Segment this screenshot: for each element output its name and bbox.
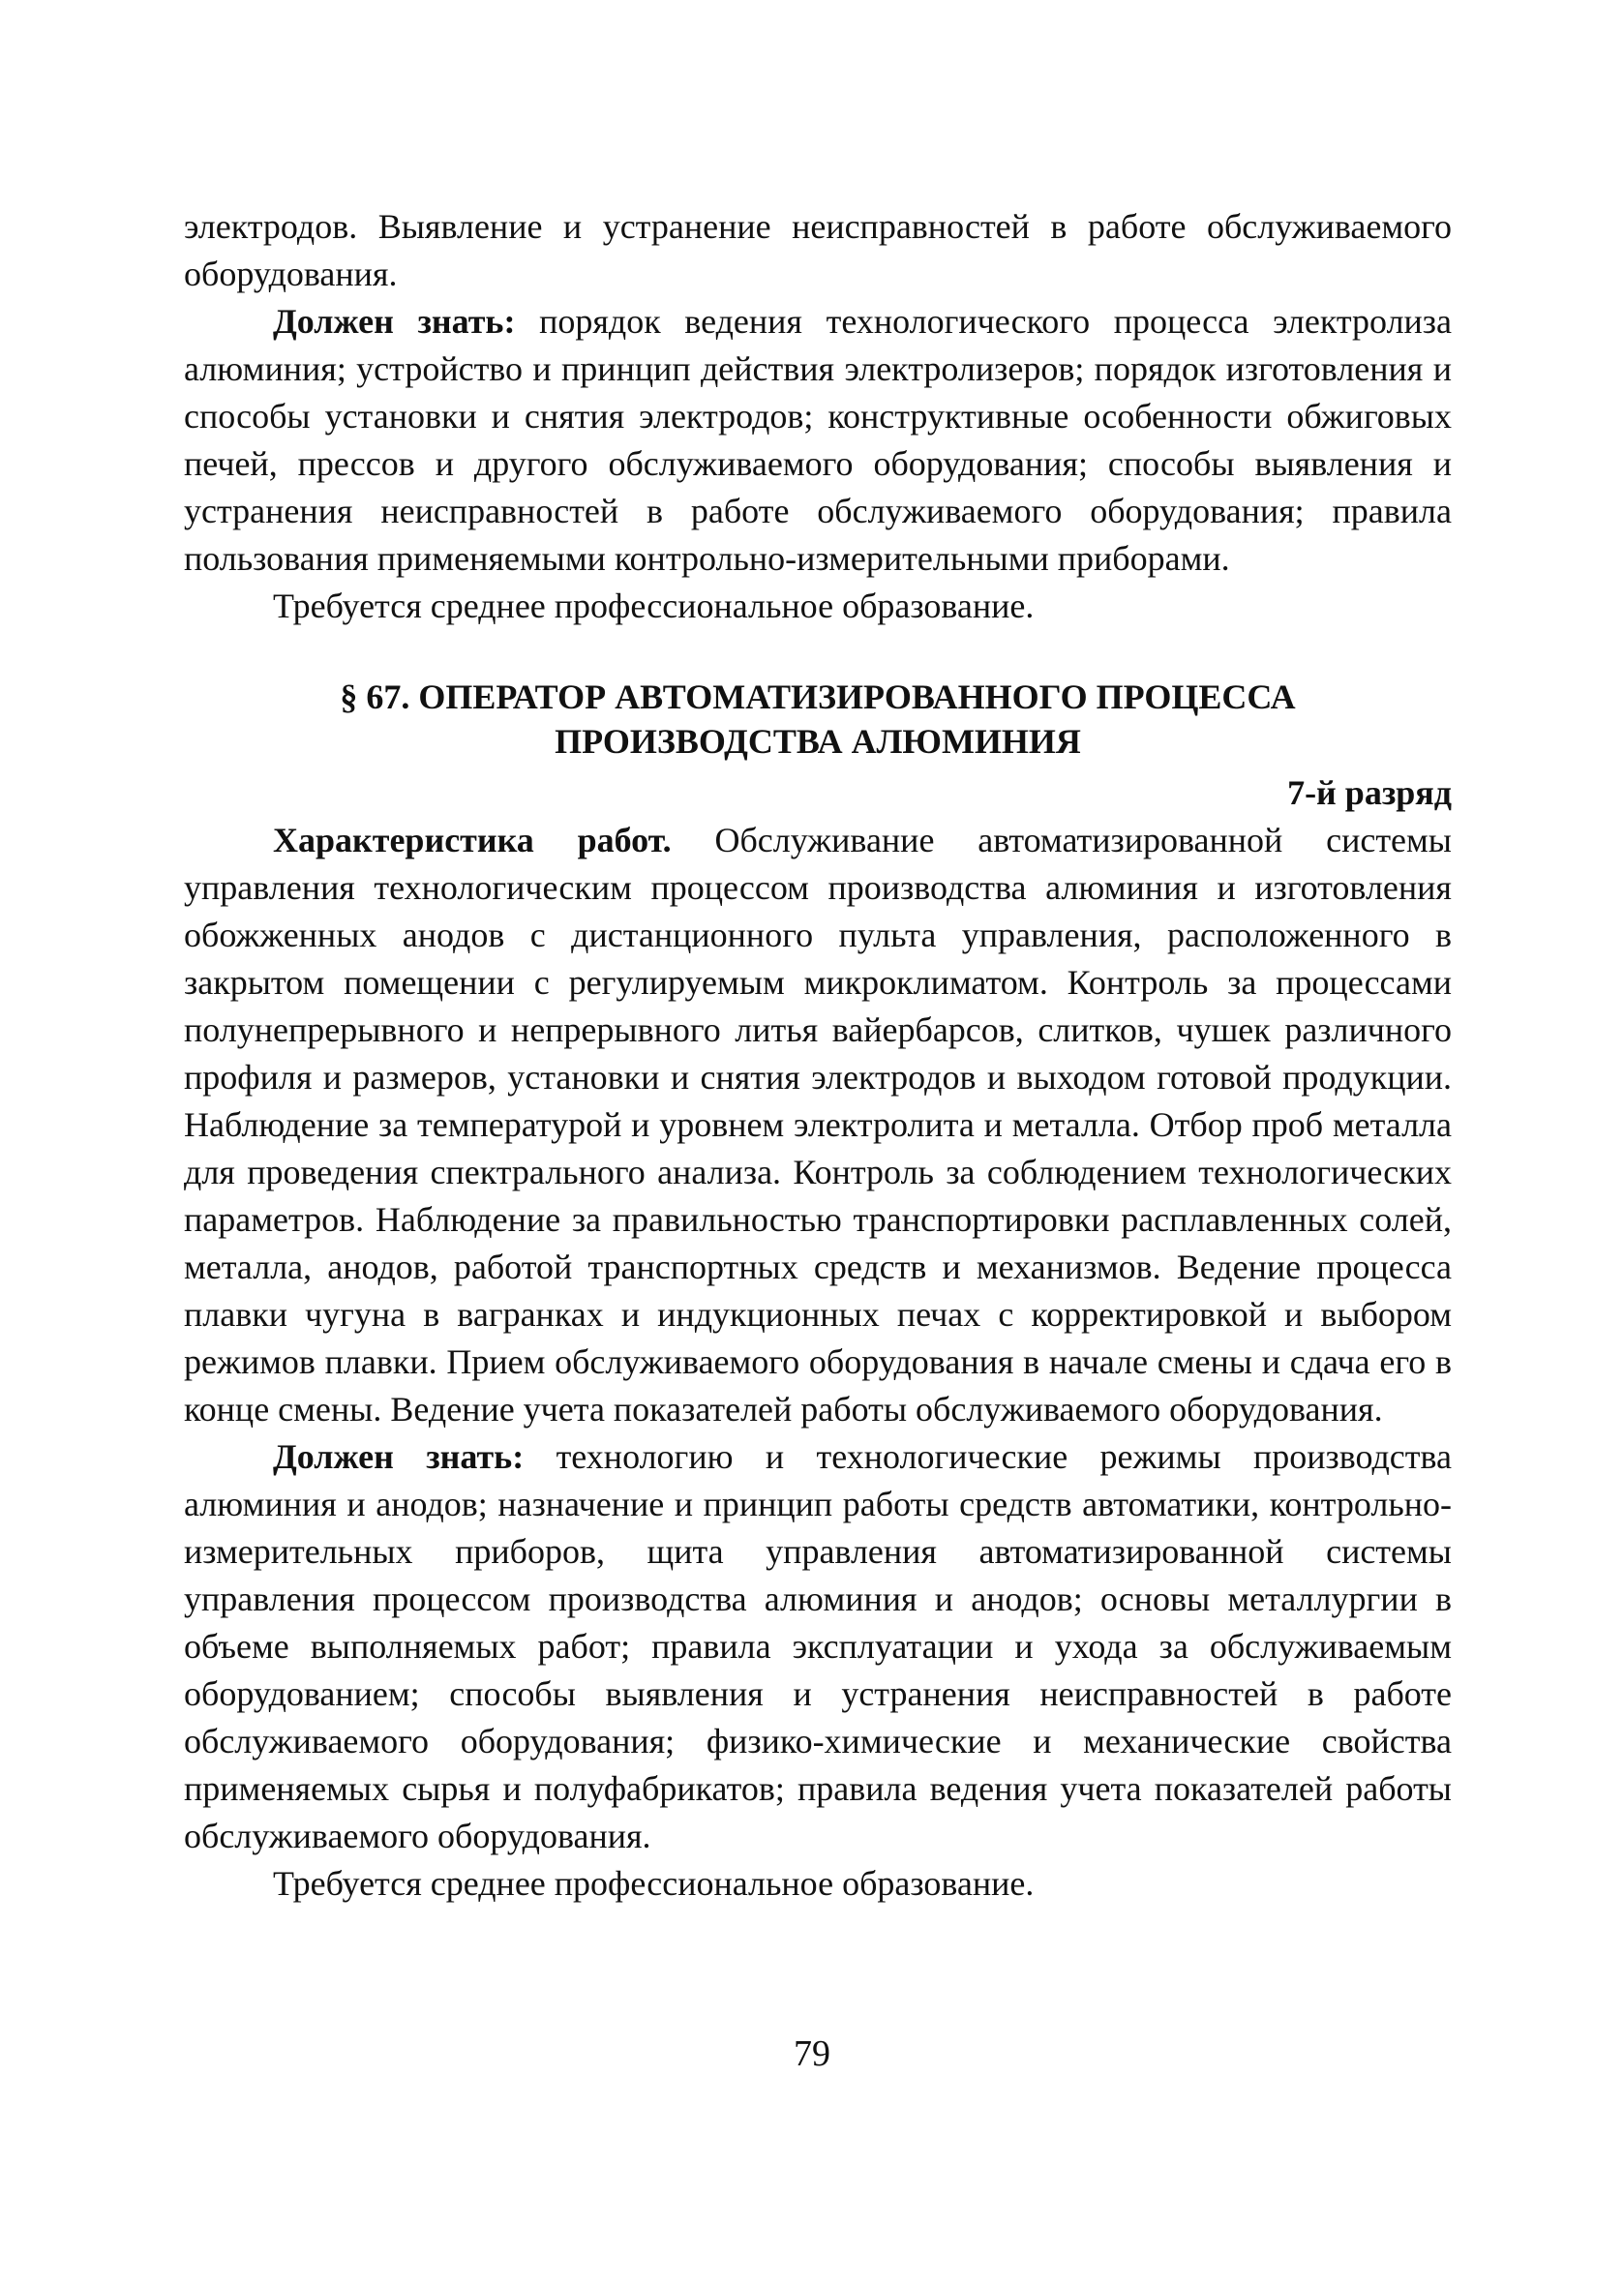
work-characteristics-text: Обслуживание автоматизированной системы управления технологическим процессом производства алюминия и изготовления обожженных анодов с дистанционного пульта управления, расположенного в закрытом помещении с регулируемым микроклиматом. Контроль за процессами полунепрерывного и непрерывного литья вайербарсов, слитков, чушек различного профиля и размеров, установки и снятия электродов и выходом готовой продукции. Наблюдение за температурой и уровнем электролита и металла. Отбор проб металла для проведения спектрального анализа. Контроль за соблюдением технологических параметров. Наблюдение за правильностью транспортировки расплавленных солей, металла, анодов, работой транспортных средств и механизмов. Ведение процесса плавки чугуна в вагранках и индукционных печах с корректировкой и выбором режимов плавки. Прием обслуживаемого оборудования в начале смены и сдача его в конце смены. Ведение учета показателей работы обслуживаемого оборудования.: [184, 821, 1452, 1429]
document-page: [184, 203, 1452, 1908]
prev-knowledge-lead: Должен знать:: [273, 302, 516, 341]
prev-knowledge-paragraph: [184, 298, 1452, 583]
continuation-paragraph: электродов. Выявление и устранение неисправностей в работе обслуживаемого оборудования.: [184, 207, 1452, 293]
work-characteristics-paragraph: [184, 817, 1452, 1433]
education-paragraph: Требуется среднее профессиональное образование.: [273, 1864, 1035, 1903]
grade-label: 7-й разряд: [1287, 773, 1452, 812]
prev-education-paragraph: Требуется среднее профессиональное образование.: [273, 587, 1035, 625]
section-heading: [184, 675, 1452, 764]
knowledge-paragraph: [184, 1433, 1452, 1860]
work-characteristics-lead: Характеристика работ.: [273, 821, 672, 859]
section-heading-line1: § 67. ОПЕРАТОР АВТОМАТИЗИРОВАННОГО ПРОЦЕССА: [340, 677, 1296, 716]
knowledge-text: технологию и технологические режимы производства алюминия и анодов; назначение и принцип работы средств автоматики, контрольно-измерительных приборов, щита управления автоматизированной системы управления процессом производства алюминия и анодов; основы металлургии в объеме выполняемых работ; правила эксплуатации и ухода за обслуживаемым оборудованием; способы выявления и устранения неисправностей в работе обслуживаемого оборудования; физико-химические и механические свойства применяемых сырья и полуфабрикатов; правила ведения учета показателей работы обслуживаемого оборудования.: [184, 1437, 1453, 1855]
page-number: 79: [794, 2033, 830, 2074]
prev-knowledge-text: порядок ведения технологического процесса электролиза алюминия; устройство и принцип действия электролизеров; порядок изготовления и способы установки и снятия электродов; конструктивные особенности обжиговых печей, прессов и другого обслуживаемого оборудования; способы выявления и устранения неисправностей в работе обслуживаемого оборудования; правила пользования применяемыми контрольно-измерительными приборами.: [184, 302, 1453, 578]
section-heading-line2: ПРОИЗВОДСТВА АЛЮМИНИЯ: [555, 722, 1081, 761]
knowledge-lead: Должен знать:: [273, 1437, 525, 1476]
